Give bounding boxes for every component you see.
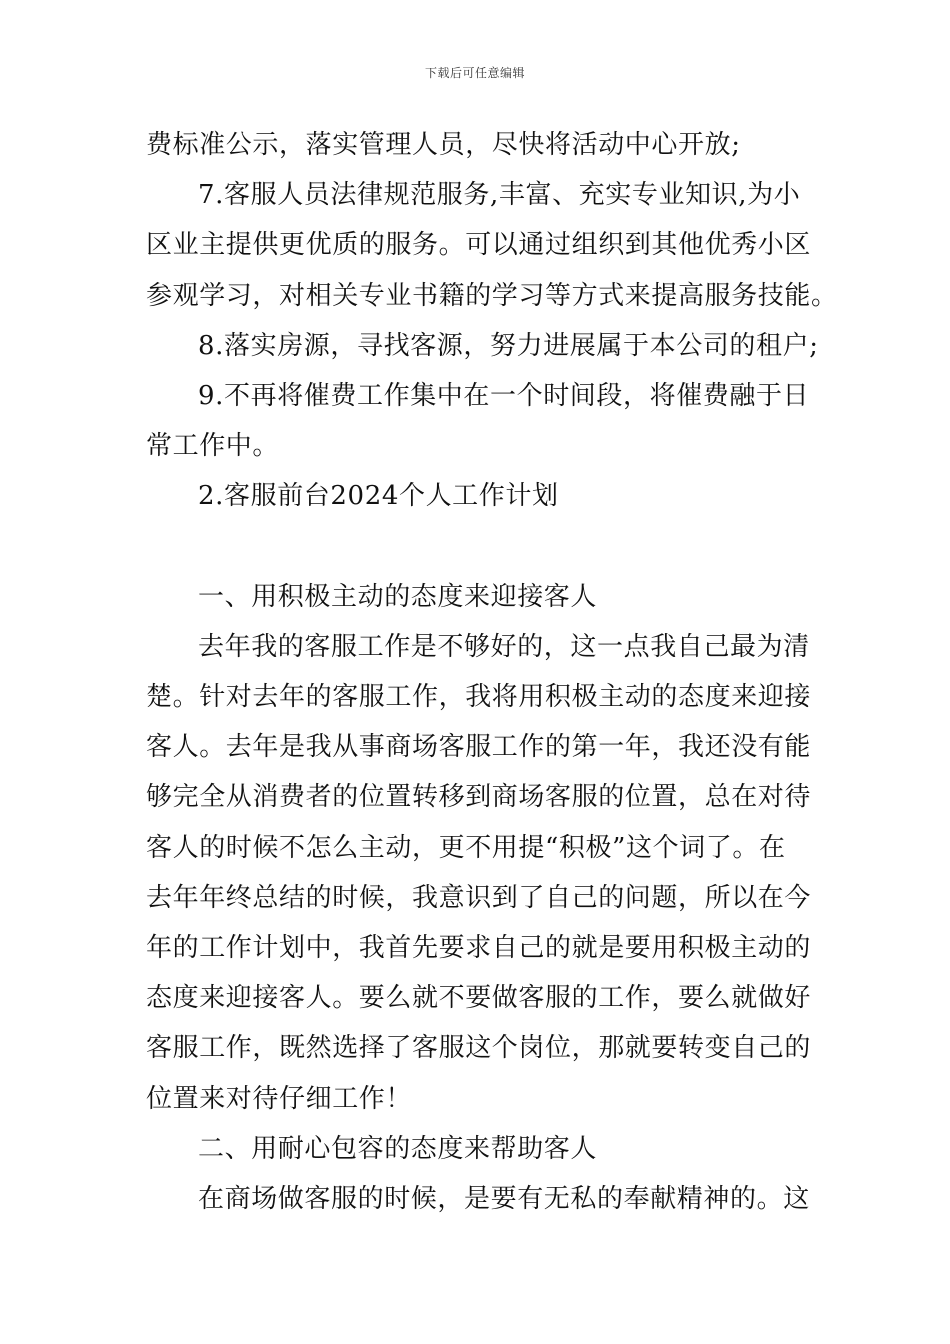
paragraph-line: 去年年终总结的时候，我意识到了自己的问题，所以在今 [146, 882, 812, 913]
paragraph-line: 客人。去年是我从事商场客服工作的第一年，我还没有能 [146, 732, 812, 763]
section-heading-2: 二、用耐心包容的态度来帮助客人 [198, 1133, 598, 1164]
document-body [146, 120, 838, 1224]
paragraph-line: 在商场做客服的时候，是要有无私的奉献精神的。这 [198, 1183, 810, 1214]
paragraph-line: 客人的时候不怎么主动，更不用提“积极”这个词了。在 [146, 832, 786, 863]
paragraph-line: 区业主提供更优质的服务。可以通过组织到其他优秀小区 [146, 230, 812, 261]
page-header: 下载后可任意编辑 [424, 66, 525, 80]
paragraph-line: 客服工作，既然选择了客服这个岗位，那就要转变自己的 [146, 1033, 812, 1064]
paragraph-line: 位置来对待仔细工作！ [146, 1083, 413, 1114]
paragraph-line: 年的工作计划中，我首先要求自己的就是要用积极主动的 [146, 933, 812, 963]
paragraph-line: 费标准公示，落实管理人员，尽快将活动中心开放; [146, 130, 741, 160]
section-title: 2.客服前台2024个人工作计划 [198, 481, 559, 512]
list-item-9: 9.不再将催费工作集中在一个时间段，将催费融于日 [198, 380, 810, 411]
section-heading-1: 一、用积极主动的态度来迎接客人 [198, 581, 598, 612]
paragraph-line: 态度来迎接客人。要么就不要做客服的工作，要么就做好 [146, 983, 812, 1014]
paragraph-line: 去年我的客服工作是不够好的，这一点我自己最为清 [198, 631, 810, 662]
list-item-8: 8.落实房源，寻找客源，努力进展属于本公司的租户; [198, 330, 819, 361]
list-item-7: 7.客服人员法律规范服务,丰富、充实专业知识,为小 [198, 180, 801, 211]
blank-line [146, 522, 814, 572]
paragraph-line: 够完全从消费者的位置转移到商场客服的位置，总在对待 [146, 782, 812, 813]
paragraph-line: 参观学习，对相关专业书籍的学习等方式来提高服务技能。 [146, 280, 838, 311]
paragraph-line: 楚。针对去年的客服工作，我将用积极主动的态度来迎接 [146, 682, 812, 713]
paragraph-line: 常工作中。 [146, 431, 280, 462]
